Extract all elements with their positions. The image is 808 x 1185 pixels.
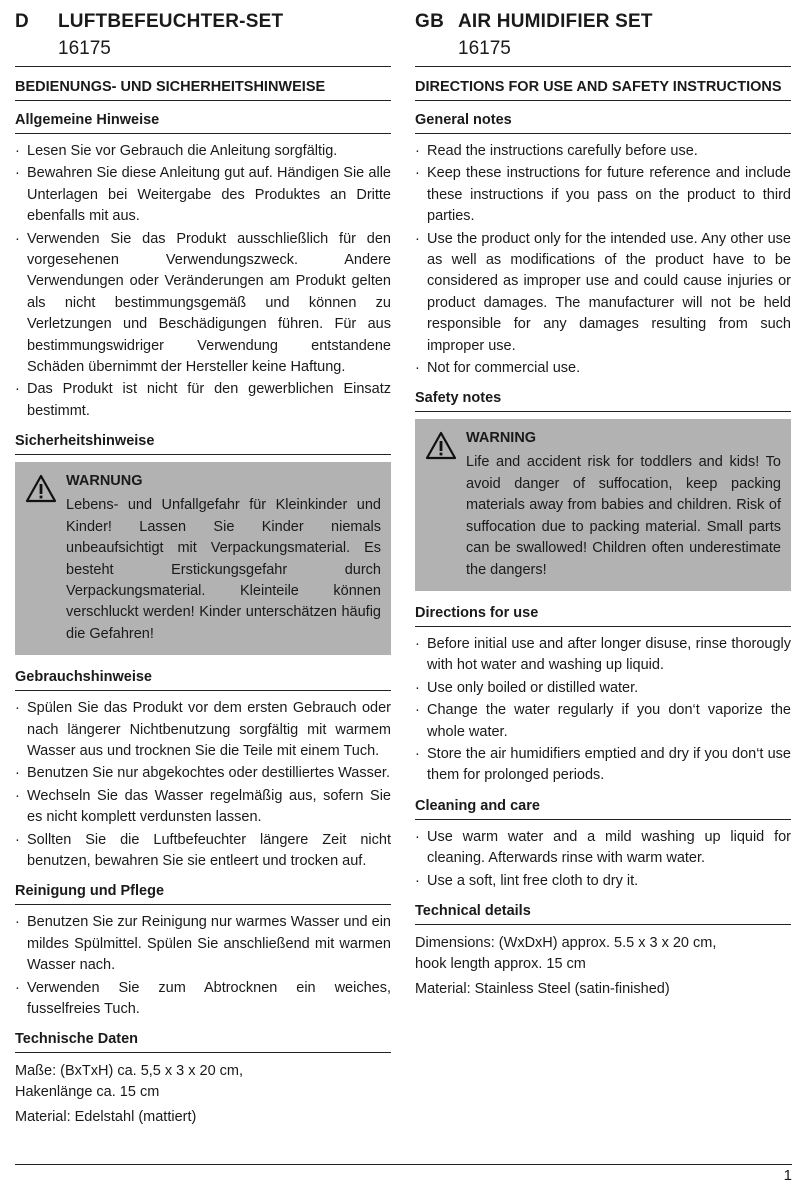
material-label: Material xyxy=(415,980,467,997)
tech-details xyxy=(15,1061,391,1128)
product-title: LUFTBEFEUCHTER-SET xyxy=(58,11,284,32)
list-item: · Read the instructions carefully before use. xyxy=(415,141,791,162)
dimensions-label: Dimensions xyxy=(415,934,491,951)
list-item: · Lesen Sie vor Gebrauch die Anleitung sorgfältig. xyxy=(15,141,391,162)
warning-triangle-icon xyxy=(425,431,457,461)
section-title: BEDIENUNGS- UND SICHERHEITSHINWEISE xyxy=(15,79,391,101)
usage-list xyxy=(15,698,391,872)
general-list xyxy=(15,141,391,422)
list-item: · Use a soft, lint free cloth to dry it. xyxy=(415,871,791,892)
tech-details xyxy=(415,933,791,1000)
list-item: · Before initial use and after longer disuse, rinse thorougly with hot water and washing up liquid. xyxy=(415,634,791,677)
subheading-safety: Safety notes xyxy=(415,390,791,412)
list-item: · Verwenden Sie das Produkt ausschließlich für den vorgesehenen Verwendungszweck. Andere Verwendungen oder Veränderungen am Produkt gelten als nicht bestimmungsgemäß und können zu Verletzungen und Beschädigungen führen. Für aus bestimmungswidriger Verwendung entstandene Schäden übernimmt der Hersteller keine Haftung. xyxy=(15,229,391,379)
list-item: · Benutzen Sie nur abgekochtes oder destilliertes Wasser. xyxy=(15,763,391,784)
german-column xyxy=(15,0,391,1132)
material-value: : Stainless Steel (satin-finished) xyxy=(466,980,670,997)
list-item: · Change the water regularly if you don‘t vaporize the whole water. xyxy=(415,700,791,743)
subheading-general: General notes xyxy=(415,112,791,134)
list-item: · Bewahren Sie diese Anleitung gut auf. Händigen Sie alle Unterlagen bei Weitergabe des Produktes an Dritte ebenfalls mit aus. xyxy=(15,163,391,227)
list-item: · Use warm water and a mild washing up liquid for cleaning. Afterwards rinse with warm water. xyxy=(415,827,791,870)
footer-rule xyxy=(15,1164,792,1165)
subheading-safety: Sicherheitshinweise xyxy=(15,433,391,455)
list-item: · Benutzen Sie zur Reinigung nur warmes Wasser und ein mildes Spülmittel. Spülen Sie anschließend mit warmen Wasser nach. xyxy=(15,912,391,976)
list-item: · Store the air humidifiers emptied and dry if you don‘t use them for prolonged periods. xyxy=(415,744,791,787)
subheading-cleaning: Reinigung und Pflege xyxy=(15,883,391,905)
list-item: · Use the product only for the intended use. Any other use as well as modifications of the product have to be considered as improper use and could cause injuries or product damages. The manufacturer will not be held responsible for any damages resulting from such improper use. xyxy=(415,229,791,357)
language-code: GB xyxy=(415,11,445,32)
subheading-tech: Technische Daten xyxy=(15,1031,391,1053)
warning-title: WARNUNG xyxy=(66,473,143,490)
subheading-tech: Technical details xyxy=(415,903,791,925)
header-en xyxy=(415,0,791,67)
warning-text: Life and accident risk for toddlers and kids! To avoid danger of suffocation, keep packing materials away from babies and children. Risk of suffocation due to packing material. Small parts can be swallowed! Children often underestimate the dangers! xyxy=(466,454,781,578)
general-list xyxy=(415,141,791,379)
product-number: 16175 xyxy=(458,38,511,59)
warning-triangle-icon xyxy=(25,474,57,504)
product-number: 16175 xyxy=(58,38,111,59)
list-item: · Das Produkt ist nicht für den gewerblichen Einsatz bestimmt. xyxy=(15,379,391,422)
subheading-usage: Gebrauchshinweise xyxy=(15,669,391,691)
warning-text: Lebens- und Unfallgefahr für Kleinkinder und Kinder! Lassen Sie Kinder niemals unbeaufsichtigt mit Verpackungsmaterial. Es besteht Erstickungsgefahr durch Verpackungsmaterial. Kleinteile können verschluckt werden! Kinder unterschätzen häufig die Gefahren! xyxy=(66,497,381,642)
material-value: : Edelstahl (mattiert) xyxy=(66,1109,197,1126)
subheading-general: Allgemeine Hinweise xyxy=(15,112,391,134)
list-item: · Use only boiled or distilled water. xyxy=(415,678,791,699)
dimensions-label: Maße xyxy=(15,1063,53,1080)
hook-length: hook length approx. 15 cm xyxy=(415,955,586,972)
header-de xyxy=(15,0,391,67)
dimensions-value: : (BxTxH) ca. 5,5 x 3 x 20 cm, xyxy=(52,1063,244,1080)
subheading-cleaning: Cleaning and care xyxy=(415,798,791,820)
page-number: 1 xyxy=(783,1167,792,1184)
warning-title: WARNING xyxy=(466,430,537,447)
english-column xyxy=(415,0,791,1004)
hook-length: Hakenlänge ca. 15 cm xyxy=(15,1084,160,1101)
usage-list xyxy=(415,634,791,787)
cleaning-list xyxy=(415,827,791,892)
warning-box xyxy=(415,419,791,590)
list-item: · Verwenden Sie zum Abtrocknen ein weiches, fusselfreies Tuch. xyxy=(15,978,391,1021)
language-code: D xyxy=(15,11,30,32)
list-item: · Wechseln Sie das Wasser regelmäßig aus, sofern Sie es nicht komplett verdunsten lassen. xyxy=(15,786,391,829)
list-item: · Keep these instructions for future reference and include these instructions if you pass on the product to third parties. xyxy=(415,163,791,227)
dimensions-value: : (WxDxH) approx. 5.5 x 3 x 20 cm, xyxy=(490,934,717,951)
warning-box xyxy=(15,462,391,655)
subheading-usage: Directions for use xyxy=(415,605,791,627)
list-item: · Not for commercial use. xyxy=(415,358,791,379)
product-title: AIR HUMIDIFIER SET xyxy=(458,11,653,32)
material-label: Material xyxy=(15,1109,67,1126)
list-item: · Sollten Sie die Luftbefeuchter längere Zeit nicht benutzen, bewahren Sie sie entleert und trocken auf. xyxy=(15,830,391,873)
cleaning-list xyxy=(15,912,391,1020)
list-item: · Spülen Sie das Produkt vor dem ersten Gebrauch oder nach längerer Nichtbenutzung sorgfältig mit warmem Wasser aus und trocknen Sie die Teile mit einem Tuch. xyxy=(15,698,391,762)
section-title: DIRECTIONS FOR USE AND SAFETY INSTRUCTIONS xyxy=(415,79,791,101)
